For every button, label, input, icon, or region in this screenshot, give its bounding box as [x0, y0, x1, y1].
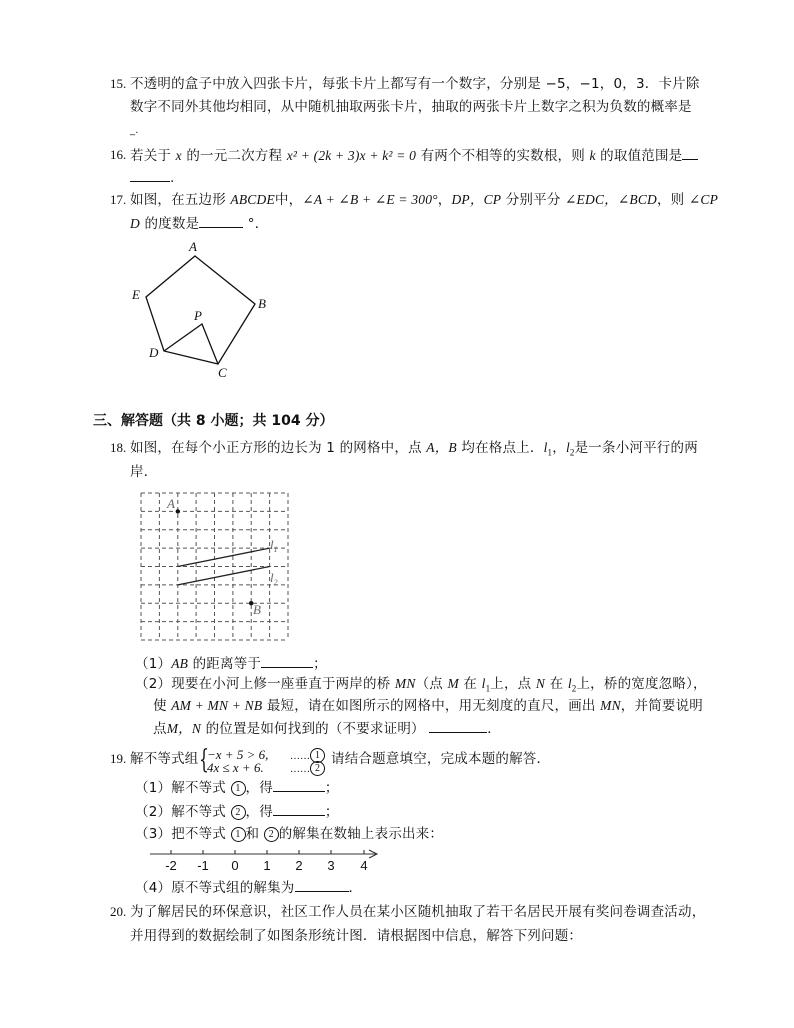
question-number: 19.: [110, 751, 127, 766]
text: 现要在小河上修一座垂直于两岸的桥: [171, 676, 391, 692]
degree-sign: °．: [247, 216, 269, 232]
circled-number: 1: [231, 781, 246, 796]
line-l1: l: [543, 440, 548, 455]
equation: x² + (2k + 3)x + k² = 0: [286, 148, 417, 163]
punct: ；: [324, 804, 339, 820]
text: 上，点: [490, 676, 532, 692]
text: ，得: [245, 804, 273, 820]
variable: x: [175, 148, 182, 163]
segment: AB: [171, 656, 189, 671]
text: 分别平分: [505, 192, 561, 208]
angle-sum: ∠A + ∠B + ∠E = 300°: [302, 192, 438, 207]
tick-label: 2: [295, 858, 303, 873]
sub-label: （2）: [135, 804, 172, 820]
punct: ；: [324, 780, 339, 796]
tick-label: -1: [197, 858, 209, 873]
section-heading: 三、解答题（共 8 小题；共 104 分）: [93, 413, 334, 429]
segments: DP，CP: [451, 192, 502, 207]
question-number: 15.: [110, 76, 127, 91]
text: 在: [463, 676, 478, 692]
question-text-line: 岸．: [130, 464, 158, 480]
line-l2: l: [567, 676, 572, 691]
text: ，得: [245, 780, 273, 796]
text: 如图，在每个小正方形的边长为 1 的网格中，点: [130, 440, 422, 456]
text: 若关于: [130, 148, 172, 164]
point-label-a: A: [167, 496, 175, 511]
tick-label: 3: [327, 858, 335, 873]
circled-number: 2: [231, 805, 246, 820]
point-label-b: B: [253, 602, 261, 617]
text: 均在格点上．: [461, 440, 544, 456]
question-text-line: 不透明的盒子中放入四张卡片，每张卡片上都写有一个数字，分别是 −5，−1，0，3．卡片除: [130, 76, 700, 92]
sub-label: （2）: [135, 676, 172, 692]
circled-number: 2: [310, 761, 325, 776]
line-label-l2: $l_2$: [270, 570, 278, 587]
subscript: 2: [569, 447, 575, 458]
text: ，: [437, 192, 452, 208]
text: 原不等式组的解集为: [171, 880, 295, 896]
segment: MN: [600, 698, 621, 713]
tick-label: 4: [360, 858, 368, 873]
period: ．: [487, 721, 501, 737]
text: 中，: [274, 192, 303, 208]
text: 是一条小河平行的两: [574, 440, 698, 456]
text: 的距离等于: [192, 656, 262, 672]
segment: MN: [394, 676, 416, 691]
sub-label: （4）: [135, 880, 172, 896]
point-label-p: P: [194, 308, 202, 323]
text: 的一元二次方程: [186, 148, 283, 164]
text: 如图，在五边形: [130, 192, 226, 208]
vertex-label-c: C: [218, 365, 227, 380]
inequality: 4x ≤ x + 6.: [207, 760, 264, 775]
brace: {: [199, 745, 209, 775]
point: M: [447, 676, 459, 691]
text: 解不等式: [171, 804, 227, 820]
sub-label: （3）: [135, 826, 172, 842]
dots: ……: [290, 764, 310, 775]
question-number: 20.: [110, 904, 127, 919]
text: ，并简要说明: [620, 698, 703, 714]
vertex-label-d: D: [149, 345, 159, 360]
dots: ……: [290, 751, 310, 762]
vertex-label-a: A: [189, 239, 197, 254]
tick-label: 0: [231, 858, 239, 873]
answer-blank: [295, 878, 349, 892]
text: 在: [549, 676, 564, 692]
question-text-line: 数字不同外其他均相同，从中随机抽取两张卡片，抽取的两张卡片上数字之积为负数的概率是: [130, 99, 692, 115]
question-text: 请结合题意填空，完成本题的解答．: [331, 751, 551, 767]
text: 把不等式: [171, 826, 227, 842]
text: ，则: [656, 192, 685, 208]
subscript: 2: [571, 683, 577, 694]
points: M，N: [166, 721, 202, 736]
punct: ；: [313, 656, 327, 672]
line-l1: l: [481, 676, 486, 691]
question-number: 18.: [110, 440, 127, 455]
sub-question-4: [135, 878, 362, 897]
question-number: 17.: [110, 192, 127, 207]
circled-number: 2: [264, 827, 279, 842]
sub-label: （1）: [135, 780, 172, 796]
subscript: 1: [485, 683, 491, 694]
points: A，B: [426, 440, 457, 455]
tick-label: -2: [165, 858, 177, 873]
period: .: [170, 170, 175, 186]
question-number: 16.: [110, 147, 127, 162]
inequality: −x + 5 > 6,: [207, 747, 269, 762]
question-text-line: 并用得到的数据绘制了如图条形统计图．请根据图中信息，解答下列问题：: [130, 928, 583, 944]
question-text-line: 为了解居民的环保意识，社区工作人员在某小区随机抽取了若干名居民开展有奖问卷调查活动，: [130, 904, 706, 920]
circled-number: 1: [231, 827, 246, 842]
text: 的取值范围是: [600, 148, 683, 164]
circled-number: 1: [310, 748, 325, 763]
text: 和: [245, 826, 260, 842]
text: 的度数是: [144, 216, 200, 232]
separator: ，: [552, 440, 566, 456]
pentagon-name: ABCDE: [230, 192, 275, 207]
variable: k: [589, 148, 596, 163]
expression: AM + MN + NB: [171, 698, 263, 713]
target-angle: ∠CP: [688, 192, 719, 207]
answer-blank: _.: [130, 125, 139, 136]
period: ．: [348, 880, 363, 896]
line-label-l1: $l_1$: [270, 537, 278, 554]
text: （点: [415, 676, 443, 692]
text: 的解集在数轴上表示出来：: [278, 826, 444, 842]
sub-label: （1）: [135, 656, 172, 672]
line-l2: l: [565, 440, 570, 455]
point: N: [535, 676, 546, 691]
target-angle: D: [130, 216, 140, 231]
tick-label: 1: [263, 858, 271, 873]
vertex-label-b: B: [258, 296, 266, 311]
text: 上，桥的宽度忽略），: [576, 676, 707, 692]
text: 解不等式: [171, 780, 227, 796]
vertex-label-e: E: [132, 287, 140, 302]
subscript: 1: [547, 447, 553, 458]
text: 的位置是如何找到的（不要求证明）: [205, 721, 425, 737]
text: 有两个不相等的实数根，则: [420, 148, 585, 164]
question-text: 解不等式组: [130, 751, 199, 767]
text: 最短，请在如图所示的网格中，用无刻度的直尺，画出: [266, 698, 596, 714]
angles: ∠EDC，∠BCD: [565, 192, 657, 207]
text: 点: [153, 721, 167, 737]
text: 使: [153, 698, 167, 714]
